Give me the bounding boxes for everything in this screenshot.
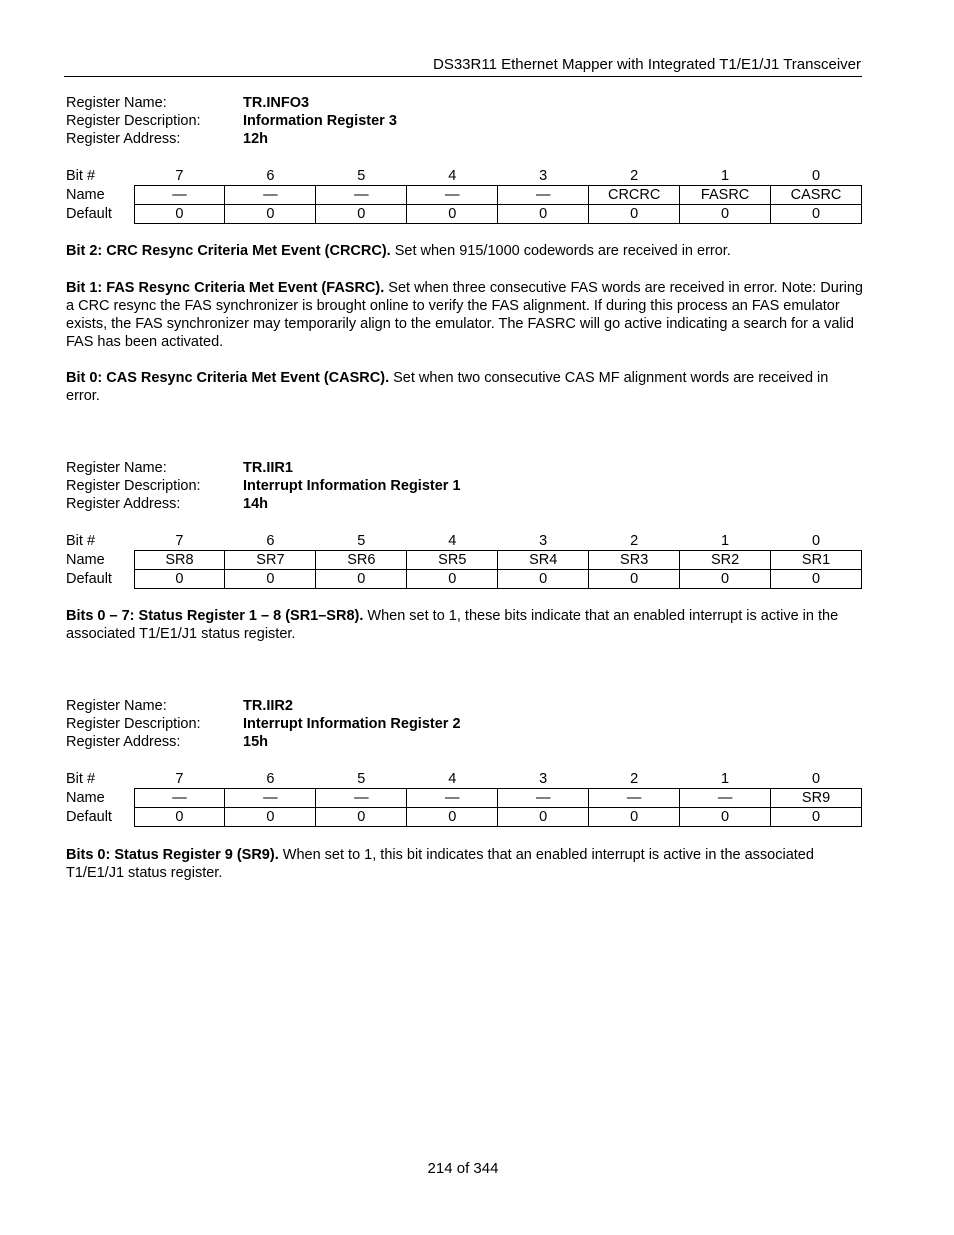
bit-name-cell: SR7 xyxy=(225,551,316,570)
bit-name-cell: SR6 xyxy=(316,551,407,570)
bit-default-cell: 0 xyxy=(771,205,862,224)
bit-name-cell: — xyxy=(316,789,407,808)
register-description-value: Interrupt Information Register 2 xyxy=(243,716,461,732)
bit-name-cell: SR3 xyxy=(589,551,680,570)
name-row-label: Name xyxy=(66,552,105,568)
register-address-value: 12h xyxy=(243,131,268,147)
bit-name-cell: — xyxy=(407,186,498,205)
bit-number: 3 xyxy=(539,533,548,549)
bit-description-sr1-sr8 xyxy=(66,607,866,643)
register-description-value: Interrupt Information Register 1 xyxy=(243,478,461,494)
bit-name-cell: SR4 xyxy=(498,551,589,570)
register-address-label: Register Address: xyxy=(66,734,181,750)
bit-default-cell: 0 xyxy=(589,205,680,224)
register-address-label: Register Address: xyxy=(66,131,181,147)
bit-default-cell: 0 xyxy=(498,570,589,589)
bit-description-text: When set to 1, these bits indicate that an enabled interrupt is active in the associated T1/E1/J1 status register. xyxy=(66,608,839,642)
default-row-label: Default xyxy=(66,206,112,222)
bit-number: 1 xyxy=(721,771,730,787)
bit-name-cell: FASRC xyxy=(680,186,771,205)
register-name-label: Register Name: xyxy=(66,95,167,111)
bit-name-cell: SR9 xyxy=(771,789,862,808)
default-row-label: Default xyxy=(66,809,112,825)
register-info-iir1 xyxy=(66,459,866,513)
bit-number: 3 xyxy=(539,771,548,787)
bit-name-cell: SR8 xyxy=(134,551,225,570)
register-name-value: TR.INFO3 xyxy=(243,95,310,111)
bit-default-row xyxy=(66,570,862,589)
bit-number: 7 xyxy=(175,533,184,549)
bit-default-cell: 0 xyxy=(771,570,862,589)
register-name-label: Register Name: xyxy=(66,460,167,476)
register-address-label: Register Address: xyxy=(66,496,181,512)
bit-number: 2 xyxy=(630,168,639,184)
bit-description-fasrc xyxy=(66,279,866,351)
bit-default-cell: 0 xyxy=(225,570,316,589)
bit-default-cell: 0 xyxy=(680,205,771,224)
bit-number: 0 xyxy=(811,771,821,787)
bit-default-cell: 0 xyxy=(225,808,316,827)
bit-default-row xyxy=(66,205,862,224)
bit-number-row xyxy=(66,532,862,551)
register-name-value: TR.IIR2 xyxy=(243,698,293,714)
bit-number: 5 xyxy=(357,533,366,549)
bit-name-cell: SR2 xyxy=(680,551,771,570)
bit-number: 0 xyxy=(811,168,821,184)
bit-number: 2 xyxy=(630,533,639,549)
register-description-label: Register Description: xyxy=(66,113,201,129)
bit-number: 3 xyxy=(539,168,548,184)
bit-name-row xyxy=(66,186,862,205)
bit-number: 2 xyxy=(630,771,639,787)
document-header-title: DS33R11 Ethernet Mapper with Integrated T1/E1/J1 Transceiver xyxy=(432,56,861,73)
bit-number: 1 xyxy=(721,533,730,549)
bit-name-cell: — xyxy=(589,789,680,808)
bit-default-cell: 0 xyxy=(316,570,407,589)
bit-default-cell: 0 xyxy=(407,570,498,589)
bit-description-text: When set to 1, this bit indicates that an enabled interrupt is active in the associated T1/E1/J1 status register. xyxy=(66,847,814,881)
register-name-value: TR.IIR1 xyxy=(243,460,293,476)
register-address-value: 14h xyxy=(243,496,268,512)
register-name-label: Register Name: xyxy=(66,698,167,714)
bit-name-cell: — xyxy=(498,789,589,808)
bit-default-cell: 0 xyxy=(680,808,771,827)
bit-number: 6 xyxy=(266,168,275,184)
bit-table-iir1 xyxy=(66,532,862,589)
bit-row-label: Bit # xyxy=(66,771,96,788)
bit-number: 0 xyxy=(811,533,821,549)
bit-name-row xyxy=(66,551,862,570)
bit-description-heading: Bits 0: Status Register 9 (SR9). xyxy=(66,847,279,863)
bit-default-cell: 0 xyxy=(407,205,498,224)
bit-default-cell: 0 xyxy=(134,808,225,827)
bit-default-cell: 0 xyxy=(498,205,589,224)
bit-name-cell: — xyxy=(134,186,225,205)
bit-description-text: Set when 915/1000 codewords are received in error. xyxy=(390,243,731,259)
bit-default-cell: 0 xyxy=(589,808,680,827)
bit-number-row xyxy=(66,167,862,186)
bit-name-cell: — xyxy=(407,789,498,808)
bit-default-cell: 0 xyxy=(498,808,589,827)
bit-name-row xyxy=(66,789,862,808)
bit-number: 4 xyxy=(448,771,457,787)
bit-number: 6 xyxy=(266,533,275,549)
register-description-value: Information Register 3 xyxy=(243,113,397,129)
bit-name-cell: SR5 xyxy=(407,551,498,570)
name-row-label: Name xyxy=(66,187,105,203)
bit-default-row xyxy=(66,808,862,827)
bit-description-casrc xyxy=(66,369,866,405)
bit-table-info3 xyxy=(66,167,862,224)
bit-default-cell: 0 xyxy=(134,205,225,224)
default-row-label: Default xyxy=(66,571,112,587)
header-rule xyxy=(64,76,862,77)
bit-name-cell: — xyxy=(316,186,407,205)
bit-number-row xyxy=(66,770,862,789)
bit-description-crcrc xyxy=(66,242,866,260)
bit-number: 5 xyxy=(357,771,366,787)
bit-row-label: Bit # xyxy=(66,168,96,185)
register-description-label: Register Description: xyxy=(66,478,201,494)
bit-name-cell: — xyxy=(225,186,316,205)
bit-name-cell: — xyxy=(225,789,316,808)
bit-description-text: Set when two consecutive CAS MF alignment words are received in error. xyxy=(66,370,829,404)
bit-description-text: Set when three consecutive FAS words are received in error. Note: During a CRC resync the FAS synchronizer is brought online to verify the FAS alignment. If during this process an FAS emulator exists, the FAS synchronizer may temporarily align to the emulator. The FASRC will go active indicating a search for a valid FAS has been activated. xyxy=(66,280,863,350)
bit-default-cell: 0 xyxy=(771,808,862,827)
bit-name-cell: — xyxy=(498,186,589,205)
bit-description-heading: Bit 0: CAS Resync Criteria Met Event (CASRC). xyxy=(66,370,390,386)
bit-default-cell: 0 xyxy=(589,570,680,589)
bit-number: 7 xyxy=(175,168,184,184)
bit-name-cell: CRCRC xyxy=(589,186,680,205)
bit-number: 6 xyxy=(266,771,275,787)
name-row-label: Name xyxy=(66,790,105,806)
bit-name-cell: — xyxy=(134,789,225,808)
bit-default-cell: 0 xyxy=(680,570,771,589)
bit-default-cell: 0 xyxy=(134,570,225,589)
bit-number: 1 xyxy=(721,168,730,184)
register-info-iir2 xyxy=(66,697,866,751)
register-address-value: 15h xyxy=(243,734,268,750)
bit-table-iir2 xyxy=(66,770,862,827)
bit-default-cell: 0 xyxy=(407,808,498,827)
bit-description-sr9 xyxy=(66,846,866,882)
bit-default-cell: 0 xyxy=(225,205,316,224)
bit-name-cell: — xyxy=(680,789,771,808)
bit-row-label: Bit # xyxy=(66,533,96,550)
page-number: 214 of 344 xyxy=(427,1160,499,1177)
bit-name-cell: CASRC xyxy=(771,186,862,205)
bit-default-cell: 0 xyxy=(316,808,407,827)
bit-description-heading: Bit 2: CRC Resync Criteria Met Event (CRCRC). xyxy=(66,243,391,259)
bit-description-heading: Bit 1: FAS Resync Criteria Met Event (FASRC). xyxy=(66,280,385,296)
bit-number: 4 xyxy=(448,533,457,549)
register-info-info3 xyxy=(66,94,866,148)
bit-description-heading: Bits 0 – 7: Status Register 1 – 8 (SR1–SR8). xyxy=(66,608,364,624)
bit-number: 4 xyxy=(448,168,457,184)
bit-default-cell: 0 xyxy=(316,205,407,224)
register-description-label: Register Description: xyxy=(66,716,201,732)
bit-number: 5 xyxy=(357,168,366,184)
bit-number: 7 xyxy=(175,771,184,787)
bit-name-cell: SR1 xyxy=(771,551,862,570)
